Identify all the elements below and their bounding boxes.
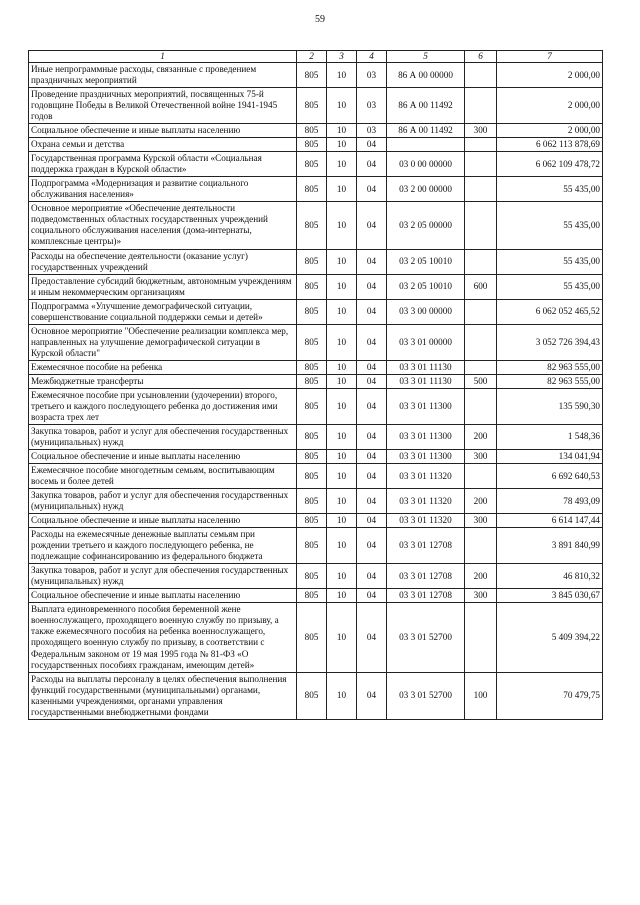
column-header-name: 1 <box>29 51 297 63</box>
row-target-cell: 03 3 01 52700 <box>387 603 465 672</box>
row-target-cell: 03 3 01 12708 <box>387 564 465 589</box>
row-ministry-cell: 805 <box>297 603 327 672</box>
row-ministry-cell: 805 <box>297 360 327 374</box>
table-row <box>29 528 603 564</box>
row-expense-type-cell: 300 <box>465 124 497 138</box>
row-target-cell: 03 3 01 52700 <box>387 672 465 719</box>
row-amount-cell: 6 614 147,44 <box>497 514 603 528</box>
row-ministry-cell: 805 <box>297 299 327 324</box>
row-amount-cell: 6 062 113 878,69 <box>497 138 603 152</box>
row-subsection-cell: 04 <box>357 274 387 299</box>
row-section-cell: 10 <box>327 124 357 138</box>
row-ministry-cell: 805 <box>297 464 327 489</box>
row-ministry-cell: 805 <box>297 124 327 138</box>
row-section-cell: 10 <box>327 138 357 152</box>
table-row <box>29 152 603 177</box>
row-ministry-cell: 805 <box>297 177 327 202</box>
row-target-cell: 03 3 01 11300 <box>387 424 465 449</box>
row-name-cell: Расходы на ежемесячные денежные выплаты семьям при рождении третьего и каждого последующего ребенка, не подлежащие софинансированию из федерального бюджета <box>29 528 297 564</box>
row-name-cell: Иные непрограммные расходы, связанные с проведением праздничных мероприятий <box>29 63 297 88</box>
row-amount-cell: 55 435,00 <box>497 202 603 249</box>
table-row <box>29 360 603 374</box>
row-name-cell: Закупка товаров, работ и услуг для обеспечения государственных (муниципальных) нужд <box>29 424 297 449</box>
row-ministry-cell: 805 <box>297 138 327 152</box>
row-target-cell: 03 3 01 11320 <box>387 489 465 514</box>
row-name-cell: Ежемесячное пособие многодетным семьям, воспитывающим восемь и более детей <box>29 464 297 489</box>
row-amount-cell: 55 435,00 <box>497 249 603 274</box>
row-section-cell: 10 <box>327 88 357 124</box>
table-row <box>29 603 603 672</box>
row-name-cell: Закупка товаров, работ и услуг для обеспечения государственных (муниципальных) нужд <box>29 564 297 589</box>
row-section-cell: 10 <box>327 489 357 514</box>
row-target-cell: 03 3 00 00000 <box>387 299 465 324</box>
column-header-subsection: 4 <box>357 51 387 63</box>
row-expense-type-cell <box>465 152 497 177</box>
row-subsection-cell: 04 <box>357 450 387 464</box>
row-expense-type-cell: 300 <box>465 589 497 603</box>
row-subsection-cell: 04 <box>357 249 387 274</box>
row-expense-type-cell <box>465 324 497 360</box>
row-name-cell: Социальное обеспечение и иные выплаты населению <box>29 514 297 528</box>
row-ministry-cell: 805 <box>297 388 327 424</box>
row-section-cell: 10 <box>327 249 357 274</box>
row-section-cell: 10 <box>327 388 357 424</box>
table-row <box>29 564 603 589</box>
row-amount-cell: 82 963 555,00 <box>497 374 603 388</box>
row-subsection-cell: 04 <box>357 388 387 424</box>
row-subsection-cell: 04 <box>357 672 387 719</box>
row-amount-cell: 3 891 840,99 <box>497 528 603 564</box>
table-row <box>29 138 603 152</box>
row-name-cell: Основное мероприятие «Обеспечение деятельности подведомственных областных государственных учреждений социального обслуживания населения (дома-интернаты, комплексные центры)» <box>29 202 297 249</box>
row-section-cell: 10 <box>327 564 357 589</box>
table-row <box>29 374 603 388</box>
row-target-cell: 03 0 00 00000 <box>387 152 465 177</box>
row-subsection-cell: 04 <box>357 374 387 388</box>
row-name-cell: Социальное обеспечение и иные выплаты населению <box>29 124 297 138</box>
row-expense-type-cell <box>465 528 497 564</box>
row-subsection-cell: 04 <box>357 464 387 489</box>
row-name-cell: Проведение праздничных мероприятий, посвященных 75-й годовщине Победы в Великой Отечественной войне 1941-1945 годов <box>29 88 297 124</box>
row-ministry-cell: 805 <box>297 152 327 177</box>
row-ministry-cell: 805 <box>297 514 327 528</box>
row-ministry-cell: 805 <box>297 274 327 299</box>
table-row <box>29 672 603 719</box>
row-subsection-cell: 03 <box>357 88 387 124</box>
table-row <box>29 63 603 88</box>
row-target-cell: 03 3 01 11320 <box>387 514 465 528</box>
row-expense-type-cell <box>465 63 497 88</box>
row-section-cell: 10 <box>327 603 357 672</box>
row-subsection-cell: 04 <box>357 138 387 152</box>
row-section-cell: 10 <box>327 589 357 603</box>
row-name-cell: Ежемесячное пособие на ребенка <box>29 360 297 374</box>
row-section-cell: 10 <box>327 63 357 88</box>
row-section-cell: 10 <box>327 450 357 464</box>
row-expense-type-cell <box>465 388 497 424</box>
row-ministry-cell: 805 <box>297 374 327 388</box>
row-target-cell: 03 3 01 11320 <box>387 464 465 489</box>
row-subsection-cell: 04 <box>357 202 387 249</box>
row-name-cell: Социальное обеспечение и иные выплаты населению <box>29 450 297 464</box>
row-section-cell: 10 <box>327 672 357 719</box>
row-section-cell: 10 <box>327 152 357 177</box>
row-ministry-cell: 805 <box>297 589 327 603</box>
row-expense-type-cell <box>465 360 497 374</box>
row-target-cell: 03 3 01 11300 <box>387 450 465 464</box>
row-amount-cell: 3 052 726 394,43 <box>497 324 603 360</box>
table-row <box>29 124 603 138</box>
row-subsection-cell: 04 <box>357 324 387 360</box>
row-amount-cell: 2 000,00 <box>497 124 603 138</box>
row-target-cell: 86 А 00 11492 <box>387 124 465 138</box>
row-subsection-cell: 03 <box>357 124 387 138</box>
row-subsection-cell: 04 <box>357 152 387 177</box>
row-target-cell <box>387 138 465 152</box>
row-expense-type-cell: 100 <box>465 672 497 719</box>
row-target-cell: 03 3 01 00000 <box>387 324 465 360</box>
table-row <box>29 299 603 324</box>
row-ministry-cell: 805 <box>297 324 327 360</box>
table-row <box>29 589 603 603</box>
row-section-cell: 10 <box>327 374 357 388</box>
row-section-cell: 10 <box>327 464 357 489</box>
row-amount-cell: 70 479,75 <box>497 672 603 719</box>
row-subsection-cell: 04 <box>357 177 387 202</box>
row-amount-cell: 135 590,30 <box>497 388 603 424</box>
row-name-cell: Государственная программа Курской области «Социальная поддержка граждан в Курской области» <box>29 152 297 177</box>
row-amount-cell: 6 062 109 478,72 <box>497 152 603 177</box>
row-expense-type-cell: 500 <box>465 374 497 388</box>
row-amount-cell: 2 000,00 <box>497 63 603 88</box>
row-name-cell: Социальное обеспечение и иные выплаты населению <box>29 589 297 603</box>
row-ministry-cell: 805 <box>297 202 327 249</box>
row-name-cell: Охрана семьи и детства <box>29 138 297 152</box>
table-row <box>29 464 603 489</box>
row-amount-cell: 55 435,00 <box>497 274 603 299</box>
row-section-cell: 10 <box>327 324 357 360</box>
row-name-cell: Подпрограмма «Улучшение демографической ситуации, совершенствование социальной поддержки семьи и детей» <box>29 299 297 324</box>
row-section-cell: 10 <box>327 274 357 299</box>
row-name-cell: Подпрограмма «Модернизация и развитие социального обслуживания населения» <box>29 177 297 202</box>
row-target-cell: 03 2 05 00000 <box>387 202 465 249</box>
row-expense-type-cell <box>465 202 497 249</box>
row-subsection-cell: 04 <box>357 489 387 514</box>
column-header-target: 5 <box>387 51 465 63</box>
row-ministry-cell: 805 <box>297 249 327 274</box>
row-ministry-cell: 805 <box>297 564 327 589</box>
row-target-cell: 03 3 01 12708 <box>387 528 465 564</box>
table-row <box>29 514 603 528</box>
row-expense-type-cell <box>465 138 497 152</box>
row-amount-cell: 3 845 030,67 <box>497 589 603 603</box>
row-section-cell: 10 <box>327 177 357 202</box>
row-target-cell: 03 2 05 10010 <box>387 274 465 299</box>
row-name-cell: Выплата единовременного пособия беременной жене военнослужащего, проходящего военную службу по призыву, а также ежемесячного пособия на ребенка военнослужащего, проходящего военную службу по призыву, в соответствии с Федеральным законом от 19 мая 1995 года № 81-ФЗ «О государственных пособиях гражданам, имеющим детей» <box>29 603 297 672</box>
table-row <box>29 489 603 514</box>
row-subsection-cell: 04 <box>357 603 387 672</box>
row-ministry-cell: 805 <box>297 528 327 564</box>
column-header-section: 3 <box>327 51 357 63</box>
row-amount-cell: 78 493,09 <box>497 489 603 514</box>
row-expense-type-cell <box>465 603 497 672</box>
table-row <box>29 450 603 464</box>
row-target-cell: 86 А 00 00000 <box>387 63 465 88</box>
row-subsection-cell: 04 <box>357 424 387 449</box>
table-row <box>29 424 603 449</box>
row-expense-type-cell: 600 <box>465 274 497 299</box>
row-name-cell: Закупка товаров, работ и услуг для обеспечения государственных (муниципальных) нужд <box>29 489 297 514</box>
row-expense-type-cell: 200 <box>465 424 497 449</box>
row-name-cell: Предоставление субсидий бюджетным, автономным учреждениям и иным некоммерческим организациям <box>29 274 297 299</box>
row-target-cell: 03 3 01 11130 <box>387 374 465 388</box>
row-amount-cell: 1 548,36 <box>497 424 603 449</box>
column-header-expense-type: 6 <box>465 51 497 63</box>
row-name-cell: Межбюджетные трансферты <box>29 374 297 388</box>
table-row <box>29 88 603 124</box>
row-ministry-cell: 805 <box>297 672 327 719</box>
row-amount-cell: 6 062 052 465,52 <box>497 299 603 324</box>
row-name-cell: Ежемесячное пособие при усыновлении (удочерении) второго, третьего и каждого последующего ребенка до достижения ими возраста трех лет <box>29 388 297 424</box>
row-ministry-cell: 805 <box>297 489 327 514</box>
row-amount-cell: 134 041,94 <box>497 450 603 464</box>
row-expense-type-cell <box>465 464 497 489</box>
row-name-cell: Расходы на обеспечение деятельности (оказание услуг) государственных учреждений <box>29 249 297 274</box>
row-subsection-cell: 04 <box>357 564 387 589</box>
row-subsection-cell: 04 <box>357 589 387 603</box>
row-expense-type-cell: 300 <box>465 450 497 464</box>
row-target-cell: 03 3 01 11300 <box>387 388 465 424</box>
row-subsection-cell: 04 <box>357 528 387 564</box>
row-ministry-cell: 805 <box>297 63 327 88</box>
table-row <box>29 249 603 274</box>
row-section-cell: 10 <box>327 360 357 374</box>
row-expense-type-cell: 200 <box>465 489 497 514</box>
column-header-ministry: 2 <box>297 51 327 63</box>
row-ministry-cell: 805 <box>297 88 327 124</box>
row-name-cell: Расходы на выплаты персоналу в целях обеспечения выполнения функций государственными (муниципальными) органами, казенными учреждениями, органами управления государственными внебюджетными фондами <box>29 672 297 719</box>
row-subsection-cell: 04 <box>357 360 387 374</box>
row-target-cell: 03 3 01 12708 <box>387 589 465 603</box>
row-section-cell: 10 <box>327 299 357 324</box>
row-name-cell: Основное мероприятие "Обеспечение реализации комплекса мер, направленных на улучшение демографической ситуации в Курской области" <box>29 324 297 360</box>
row-expense-type-cell: 300 <box>465 514 497 528</box>
table-body <box>29 63 603 720</box>
row-target-cell: 86 А 00 11492 <box>387 88 465 124</box>
column-number-header-row <box>29 51 603 63</box>
table-row <box>29 324 603 360</box>
row-amount-cell: 2 000,00 <box>497 88 603 124</box>
row-amount-cell: 46 810,32 <box>497 564 603 589</box>
row-target-cell: 03 3 01 11130 <box>387 360 465 374</box>
row-target-cell: 03 2 05 10010 <box>387 249 465 274</box>
row-expense-type-cell: 200 <box>465 564 497 589</box>
row-section-cell: 10 <box>327 202 357 249</box>
row-expense-type-cell <box>465 88 497 124</box>
row-expense-type-cell <box>465 177 497 202</box>
row-amount-cell: 82 963 555,00 <box>497 360 603 374</box>
row-amount-cell: 55 435,00 <box>497 177 603 202</box>
row-section-cell: 10 <box>327 528 357 564</box>
row-target-cell: 03 2 00 00000 <box>387 177 465 202</box>
table-row <box>29 274 603 299</box>
table-row <box>29 202 603 249</box>
table-row <box>29 388 603 424</box>
row-amount-cell: 6 692 640,53 <box>497 464 603 489</box>
row-subsection-cell: 04 <box>357 514 387 528</box>
row-ministry-cell: 805 <box>297 450 327 464</box>
row-expense-type-cell <box>465 249 497 274</box>
table-row <box>29 177 603 202</box>
row-subsection-cell: 04 <box>357 299 387 324</box>
row-ministry-cell: 805 <box>297 424 327 449</box>
row-subsection-cell: 03 <box>357 63 387 88</box>
row-section-cell: 10 <box>327 514 357 528</box>
row-section-cell: 10 <box>327 424 357 449</box>
budget-table <box>28 50 603 720</box>
page-number: 59 <box>315 14 325 25</box>
column-header-amount: 7 <box>497 51 603 63</box>
row-expense-type-cell <box>465 299 497 324</box>
row-amount-cell: 5 409 394,22 <box>497 603 603 672</box>
